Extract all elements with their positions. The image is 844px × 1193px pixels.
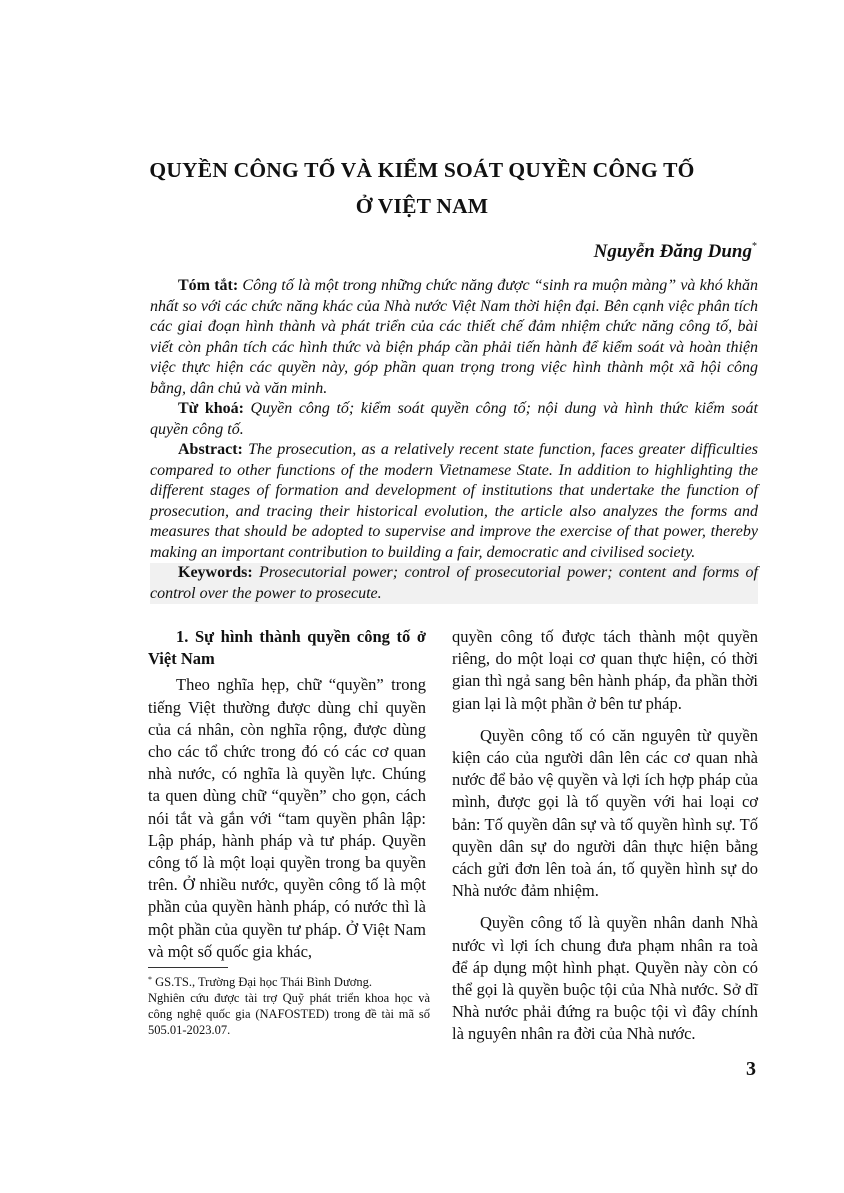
body-paragraph-left: Theo nghĩa hẹp, chữ “quyền” trong tiếng Việt thường được dùng chỉ quyền của cá nhân, còn nghĩa rộng, được dùng cho các tổ chức trong đó có các cơ quan nhà nước, có nghĩa là quyền lực. Chúng ta quen dùng chữ “quyền” cho gọn, cách nói tắt và gắn với “tam quyền phân lập: Lập pháp, hành pháp và tư pháp. Quyền công tố là một loại quyền trong ba quyền trên. Ở nhiều nước, quyền công tố là một phần của quyền hành pháp, có nước thì là một phần của quyền tư pháp. Ở Việt Nam và một số quốc gia khác,: [148, 675, 426, 961]
body-paragraph-right-1: quyền công tố được tách thành một quyền riêng, do một loại cơ quan thực hiện, có thời gian thì ngả sang bên hành pháp, đa phần thời gian lại là một phần ở bên tư pháp.: [452, 627, 758, 713]
abstract-en-text: The prosecution, as a relatively recent state function, faces greater difficulties compared to other functions of the modern Vietnamese State. In addition to highlighting the different stages of formation and development of institutions that undertake the function of prosecution, and tracing their historical evolution, the article also analyzes the forms and measures that should be adopted to supervise and improve the exercise of that power, thereby making an important contribution to building a fair, democratic and civilised society.: [150, 441, 759, 561]
keywords-en-paragraph: [150, 563, 758, 604]
summary-label: Tóm tắt:: [178, 277, 239, 294]
footnote-mark: *: [148, 975, 152, 984]
summary-text: Công tố là một trong những chức năng được “sinh ra muộn màng” và khó khăn nhất so với các chức năng khác của Nhà nước Việt Nam thời hiện đại. Bên cạnh việc phân tích các giai đoạn hình thành và phát triển của các thiết chế đảm nhiệm chức năng công tố, bài viết còn phân tích các hình thức và biện pháp cần phải tiến hành để kiểm soát và hoàn thiện việc thực hiện các quyền này, góp phần quan trọng trong việc hình thành một xã hội công bằng, dân chủ và văn minh.: [150, 277, 759, 397]
keywords-en-text: Prosecutorial power; control of prosecutorial power; content and forms of control over the power to prosecute.: [150, 564, 758, 602]
body-paragraph-right-3: Quyền công tố là quyền nhân danh Nhà nước vì lợi ích chung đưa phạm nhân ra toà để áp dụng một hình phạt. Quyền này còn có thể gọi là quyền buộc tội của Nhà nước. Sở dĩ Nhà nước phải đứng ra buộc tội vì đây chính là nguyên nhân ra đời của Nhà nước.: [452, 913, 758, 1044]
body-column-right: [452, 626, 758, 1046]
author-name-text: Nguyễn Đăng Dung: [593, 241, 752, 262]
abstract-section: [150, 276, 758, 604]
body-paragraph-right-2: Quyền công tố có căn nguyên từ quyền kiện cáo của người dân lên các cơ quan nhà nước để bảo vệ quyền và lợi ích hợp pháp của mình, được gọi là tố quyền với hai loại cơ bản: Tố quyền dân sự và tố quyền hình sự. Tố quyền dân sự do người dân thực hiện bằng cách gửi đơn lên toà án, tố quyền hình sự do Nhà nước đảm nhiệm.: [452, 725, 758, 901]
footnote-affiliation: GS.TS., Trường Đại học Thái Bình Dương.: [155, 975, 372, 989]
author-name: [594, 234, 757, 265]
body-column-left: [148, 626, 426, 963]
footnote-funding: Nghiên cứu được tài trợ Quỹ phát triển khoa học và công nghệ quốc gia (NAFOSTED) trong đề tài mã số 505.01-2023.07.: [148, 991, 430, 1037]
keywords-vi-label: Từ khoá:: [178, 400, 244, 417]
footnote-affiliation-line: [148, 972, 430, 990]
keywords-vi-text: Quyền công tố; kiểm soát quyền công tố; nội dung và hình thức kiểm soát quyền công tố.: [150, 400, 758, 438]
abstract-en-label: Abstract:: [178, 441, 243, 458]
author-footnote-mark: *: [752, 241, 757, 252]
keywords-en-label: Keywords:: [178, 564, 253, 581]
summary-paragraph: [150, 276, 758, 399]
keywords-vi-paragraph: [150, 399, 758, 440]
title-line-1: QUYỀN CÔNG TỐ VÀ KIỂM SOÁT QUYỀN CÔNG TỐ: [149, 158, 695, 182]
abstract-en-paragraph: [150, 440, 758, 563]
footnote: [148, 972, 430, 1038]
footnote-divider: [148, 967, 228, 968]
paper-title: [80, 152, 764, 224]
page-number: 3: [746, 1058, 756, 1080]
section-heading: 1. Sự hình thành quyền công tố ở Việt Nam: [148, 627, 426, 669]
title-line-2: Ở VIỆT NAM: [355, 194, 489, 218]
